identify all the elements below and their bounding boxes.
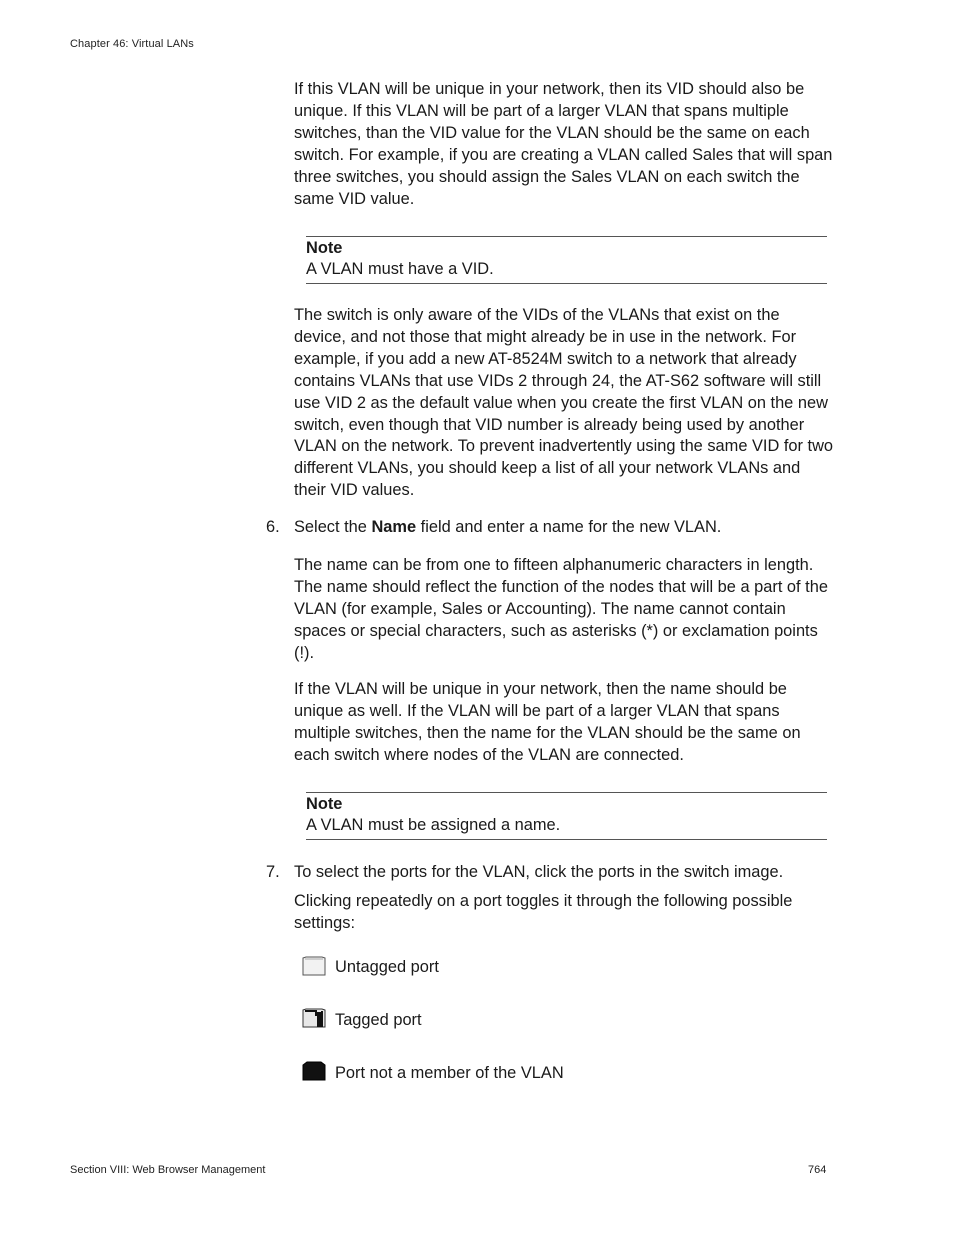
- paragraph-vid-unique: If this VLAN will be unique in your network, then its VID should also be unique. If this VLAN will be part of a larger VLAN that spans multiple switches, than the VID value for the VLAN should be the same on each switch. For example, if you are creating a VLAN called Sales that will span three switches, you should assign the Sales VLAN on each switch the same VID value.: [294, 80, 833, 208]
- step-6-text-after: field and enter a name for the new VLAN.: [416, 518, 722, 536]
- step-number: 7.: [266, 863, 280, 881]
- legend-label: Untagged port: [335, 958, 439, 976]
- step-6-text: [294, 517, 839, 539]
- untagged-port-icon: [302, 956, 326, 976]
- note-text: A VLAN must have a VID.: [306, 260, 494, 278]
- legend-label: Tagged port: [335, 1011, 422, 1029]
- paragraph-vid-aware: The switch is only aware of the VIDs of the VLANs that exist on the device, and not those that might already be in use in the network. For example, if you add a new AT-8524M switch to a network that already contains VLANs that use VIDs 2 through 24, the AT-S62 software will still use VID 2 as the default value when you create the first VLAN on the new switch, even though that VID number is already being used by another VLAN on the network. To prevent inadvertently using the same VID for two different VLANs, you should keep a list of all your network VLANs and their VID values.: [294, 306, 834, 500]
- note-text: A VLAN must be assigned a name.: [306, 816, 561, 834]
- page-number: 764: [808, 1164, 827, 1176]
- tagged-port-icon: [302, 1008, 326, 1028]
- note-title: Note: [306, 239, 343, 257]
- running-footer-section: Section VIII: Web Browser Management: [70, 1164, 266, 1176]
- step-6-text-before: Select the: [294, 518, 372, 536]
- legend-label: Port not a member of the VLAN: [335, 1064, 564, 1082]
- step-6-field-name: Name: [371, 518, 417, 536]
- step-7-text: To select the ports for the VLAN, click the ports in the switch image.: [294, 863, 784, 881]
- non-member-port-icon: [302, 1061, 326, 1081]
- note-box-name: [306, 792, 827, 840]
- step-number: 6.: [266, 518, 280, 536]
- note-box-vid: [306, 236, 827, 284]
- paragraph-name-length: The name can be from one to fifteen alphanumeric characters in length. The name should reflect the function of the nodes that will be a part of the VLAN (for example, Sales or Accounting). The name cannot contain spaces or special characters, such as asterisks (*) or exclamation points (!).: [294, 556, 828, 662]
- running-header: Chapter 46: Virtual LANs: [70, 38, 194, 50]
- note-title: Note: [306, 795, 343, 813]
- paragraph-toggle-intro: Clicking repeatedly on a port toggles it through the following possible settings:: [294, 892, 793, 932]
- paragraph-name-unique: If the VLAN will be unique in your network, then the name should be unique as well. If the VLAN will be part of a larger VLAN that spans multiple switches, then the name for the VLAN should be the same on each switch where nodes of the VLAN are connected.: [294, 680, 801, 764]
